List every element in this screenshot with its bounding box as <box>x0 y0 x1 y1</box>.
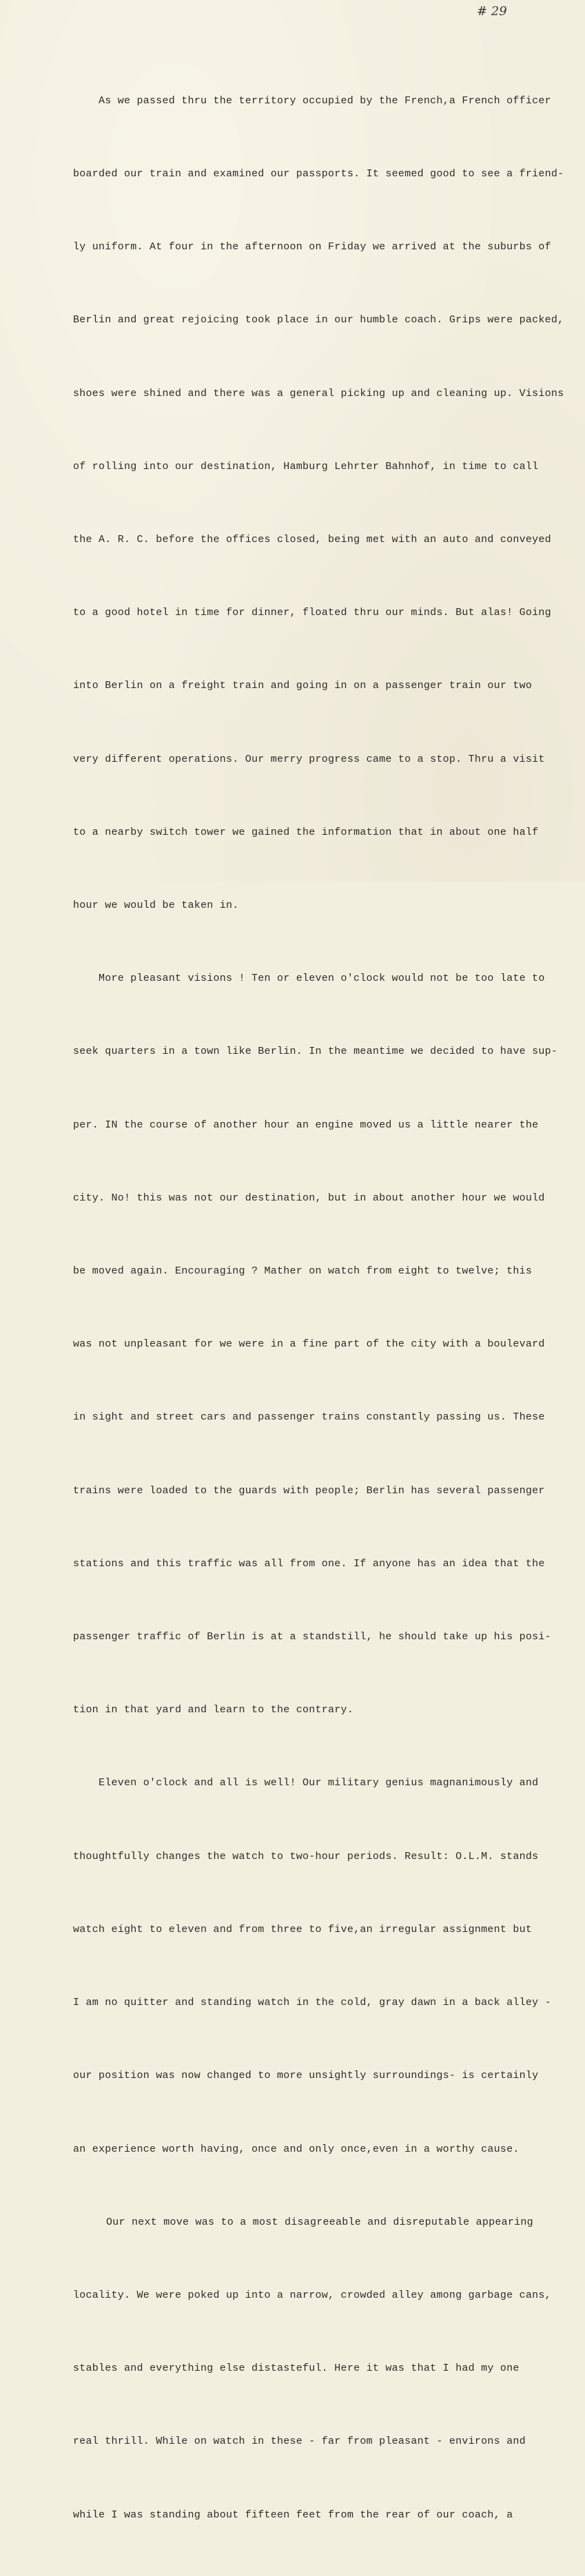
text-line: be moved again. Encouraging ? Mather on watch from eight to twelve; this <box>73 1265 533 1278</box>
text-line: watch eight to eleven and from three to five,an irregular assignment but <box>73 1923 533 1935</box>
text-line: seek quarters in a town like Berlin. In the meantime we decided to have sup- <box>73 1046 558 1058</box>
text-line: real thrill. While on watch in these - far from pleasant - environs and <box>73 2435 526 2448</box>
text-line: very different operations. Our merry progress came to a stop. Thru a visit <box>73 753 545 765</box>
text-line: shoes were shined and there was a general picking up and cleaning up. Visions <box>73 387 564 399</box>
text-line: As we passed thru the territory occupied by the French,a French officer <box>99 94 551 107</box>
text-line: Our next move was to a most disagreeable and disreputable appearing <box>106 2216 533 2228</box>
text-line: passenger traffic of Berlin is at a standstill, he should take up his posi- <box>73 1631 551 1643</box>
text-line: hour we would be taken in. <box>73 900 239 912</box>
text-line: trains were loaded to the guards with people; Berlin has several passenger <box>73 1484 545 1497</box>
text-line: was not unpleasant for we were in a fine part of the city with a boulevard <box>73 1338 545 1351</box>
text-line: our position was now changed to more unsightly surroundings- is certainly <box>73 2070 539 2082</box>
text-line: tion in that yard and learn to the contrary. <box>73 1704 354 1716</box>
text-line: stables and everything else distasteful. Here it was that I had my one <box>73 2362 520 2375</box>
page-number: # 29 <box>477 4 507 19</box>
text-line: while I was standing about fifteen feet from the rear of our coach, a <box>73 2509 513 2521</box>
text-line: of rolling into our destination, Hamburg Lehrter Bahnhof, in time to call <box>73 460 539 472</box>
text-line: boarded our train and examined our passports. It seemed good to see a friend- <box>73 168 564 180</box>
typed-text-body <box>73 40 564 2576</box>
text-line: I am no quitter and standing watch in the cold, gray dawn in a back alley - <box>73 1997 551 2009</box>
text-line: city. No! this was not our destination, but in about another hour we would <box>73 1192 545 1204</box>
text-line: thoughtfully changes the watch to two-hour periods. Result: O.L.M. stands <box>73 1850 539 1862</box>
text-line: Eleven o'clock and all is well! Our military genius magnanimously and <box>99 1777 539 1789</box>
text-line: More pleasant visions ! Ten or eleven o'clock would not be too late to <box>99 973 545 985</box>
text-line: stations and this traffic was all from one. If anyone has an idea that the <box>73 1557 545 1570</box>
text-line: the A. R. C. before the offices closed, being met with an auto and conveyed <box>73 534 551 546</box>
text-line: an experience worth having, once and only once,even in a worthy cause. <box>73 2143 520 2155</box>
text-line: per. IN the course of another hour an engine moved us a little nearer the <box>73 1119 539 1131</box>
text-line: locality. We were poked up into a narrow, crowded alley among garbage cans, <box>73 2289 551 2301</box>
text-line: to a nearby switch tower we gained the information that in about one half <box>73 826 539 838</box>
text-line: in sight and street cars and passenger trains constantly passing us. These <box>73 1411 545 1424</box>
text-line: Berlin and great rejoicing took place in our humble coach. Grips were packed, <box>73 314 564 326</box>
text-line: to a good hotel in time for dinner, floated thru our minds. But alas! Going <box>73 607 551 619</box>
text-line: ly uniform. At four in the afternoon on Friday we arrived at the suburbs of <box>73 241 551 253</box>
text-line: into Berlin on a freight train and going in on a passenger train our two <box>73 680 533 692</box>
